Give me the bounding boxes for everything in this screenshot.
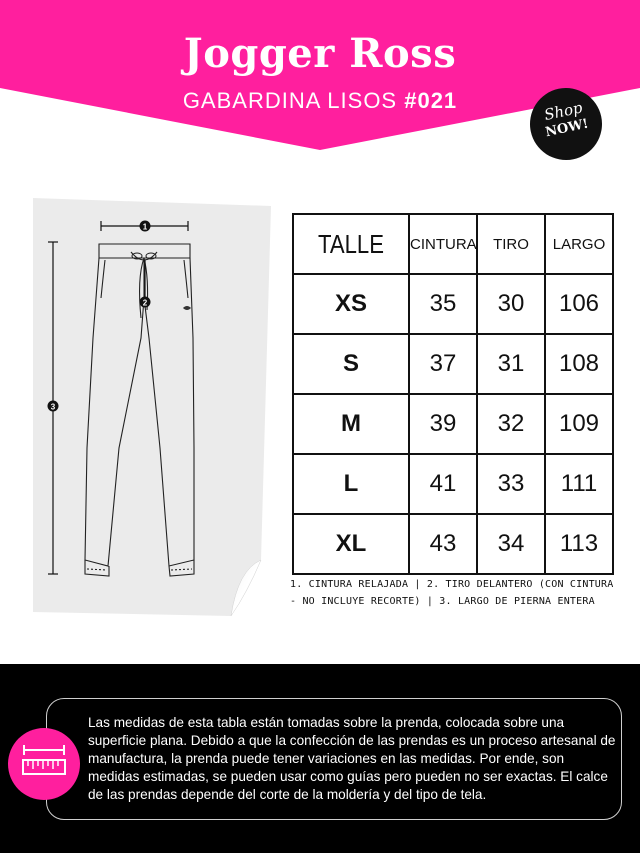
cintura-cell: 43: [409, 514, 477, 574]
notes-line-2: - NO INCLUYE RECORTE) | 3. LARGO DE PIERNA ENTERA: [290, 596, 595, 607]
measurement-notes: [290, 576, 620, 610]
tiro-cell: 30: [477, 274, 545, 334]
measurement-diagram: [33, 198, 273, 616]
cintura-cell: 41: [409, 454, 477, 514]
table-row: [293, 454, 613, 514]
marker-2: 2: [142, 298, 148, 308]
cintura-cell: 37: [409, 334, 477, 394]
ruler-icon: [8, 728, 80, 800]
tiro-cell: 34: [477, 514, 545, 574]
notes-line-1: 1. CINTURA RELAJADA | 2. TIRO DELANTERO (CON CINTURA: [290, 579, 614, 590]
tiro-cell: 31: [477, 334, 545, 394]
product-code: #021: [404, 88, 458, 113]
shop-badge-line1: Shop: [542, 98, 585, 125]
ruler-badge: [8, 728, 80, 800]
size-cell: XS: [293, 274, 409, 334]
size-cell: M: [293, 394, 409, 454]
cintura-cell: 39: [409, 394, 477, 454]
table-row: [293, 514, 613, 574]
largo-cell: 108: [545, 334, 613, 394]
table-header-row: [293, 214, 613, 274]
tiro-cell: 32: [477, 394, 545, 454]
largo-cell: 106: [545, 274, 613, 334]
size-cell: S: [293, 334, 409, 394]
largo-cell: 113: [545, 514, 613, 574]
table-row: [293, 274, 613, 334]
largo-cell: 111: [545, 454, 613, 514]
header-talle: TALLE: [302, 214, 401, 274]
marker-3: 3: [50, 402, 56, 412]
header-tiro: TIRO: [477, 214, 545, 274]
size-cell: L: [293, 454, 409, 514]
table-row: [293, 334, 613, 394]
pants-icon: [33, 198, 273, 616]
largo-cell: 109: [545, 394, 613, 454]
size-cell: XL: [293, 514, 409, 574]
shop-badge-line2: NOW!: [544, 116, 590, 141]
tiro-cell: 33: [477, 454, 545, 514]
size-table: [292, 213, 614, 575]
header-cintura: CINTURA: [409, 214, 477, 274]
page-title: Jogger Ross: [183, 30, 457, 77]
disclaimer-text: Las medidas de esta tabla están tomadas sobre la prenda, colocada sobre una superficie plana. Debido a que la confección de las prendas es un proceso artesanal de manufactura, la prenda puede tener variaciones en las medidas. Por ende, son medidas estimadas, se pueden usar como guías pero pueden no ser exactas. El calce de las prendas depende del corte de la moldería y del tipo de tela.: [88, 715, 616, 802]
header-largo: LARGO: [545, 214, 613, 274]
marker-1: 1: [142, 222, 148, 232]
table-row: [293, 394, 613, 454]
cintura-cell: 35: [409, 274, 477, 334]
subtitle-text: GABARDINA LISOS: [182, 88, 405, 113]
